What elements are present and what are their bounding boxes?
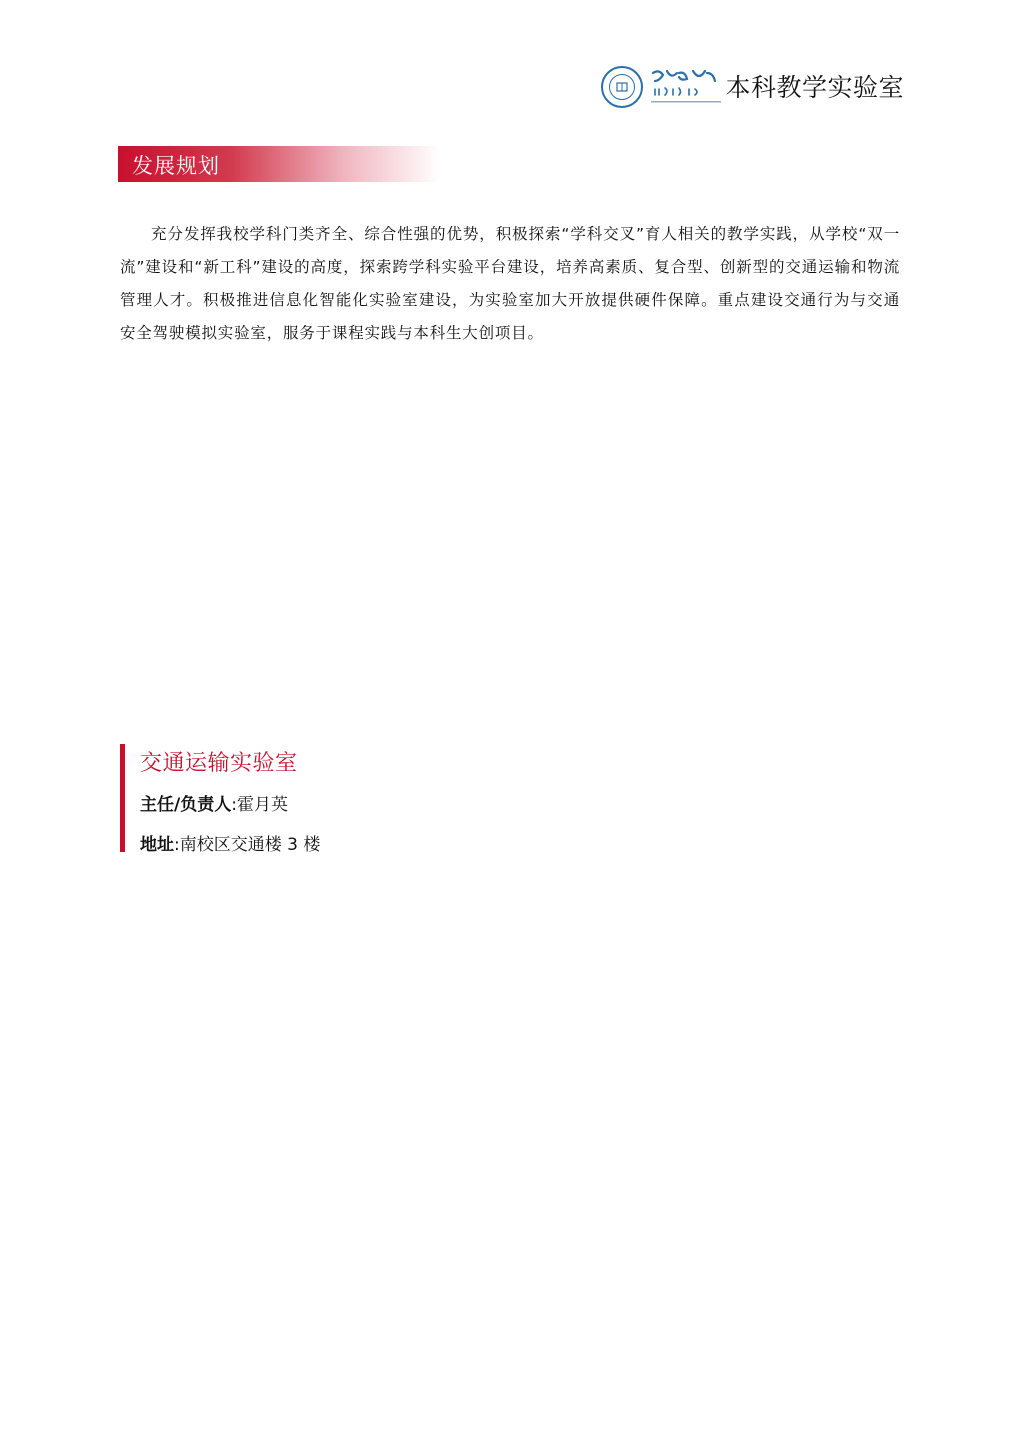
section-title: 发展规划 [132, 154, 220, 178]
address-value: 南校区交通楼 3 楼 [179, 835, 321, 855]
address-label: 地址 [140, 835, 174, 855]
address-separator: : [174, 835, 180, 855]
development-plan-paragraph: 充分发挥我校学科门类齐全、综合性强的优势，积极探索“学科交叉”育人相关的教学实践，从学校“双一流”建设和“新工科”建设的高度，探索跨学科实验平台建设，培养高素质、复合型、创新型的交通运输和物流管理人才。积极推进信息化智能化实验室建设，为实验室加大开放提供硬件保障。重点建设交通行为与交通安全驾驶模拟实验室，服务于课程实践与本科生大创项目。 [120, 225, 900, 342]
lab-info-block [120, 744, 520, 855]
director-value: 霍月英 [236, 795, 288, 815]
director-separator: : [231, 795, 237, 815]
address-row [140, 830, 320, 855]
university-calligraphy-logo [649, 67, 723, 107]
section-banner [118, 146, 440, 182]
header-title: 本科教学实验室 [725, 72, 904, 102]
lab-name: 交通运输实验室 [140, 751, 298, 776]
director-row [140, 790, 288, 815]
page-header [601, 66, 904, 108]
director-label: 主任/负责人 [140, 795, 232, 815]
accent-bar [120, 744, 125, 852]
university-seal-icon [601, 66, 643, 108]
